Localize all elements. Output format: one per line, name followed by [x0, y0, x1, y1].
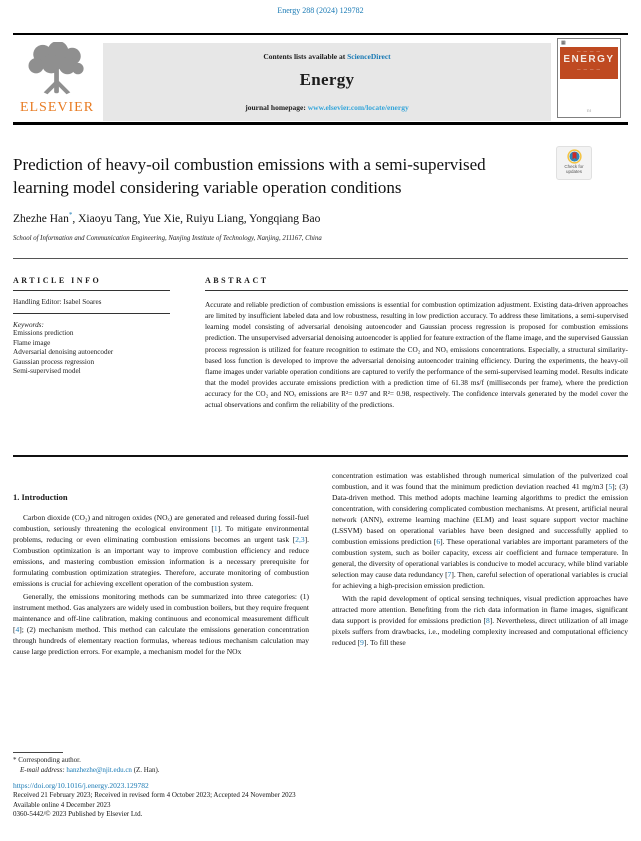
- abstract-heading: ABSTRACT: [205, 276, 269, 285]
- section-1-heading: 1. Introduction: [13, 492, 68, 502]
- body-left-column: [13, 468, 309, 657]
- keyword-item: Semi-supervised model: [13, 367, 81, 376]
- cover-footer-mark: ⌇⌇⌇: [586, 109, 592, 113]
- footnote-rule: [13, 752, 63, 753]
- available-line: Available online 4 December 2023: [13, 800, 111, 809]
- email-suffix: (Z. Han).: [131, 765, 160, 774]
- elsevier-wordmark: ELSEVIER: [19, 100, 95, 115]
- body-paragraph: concentration estimation was established through numerical simulation of the pulverized coal combustion, and it was found that the minimum prediction deviation reached 41 mg/m3 [5]; (3) Data-driven method. This method adopts machine learning algorithms to predict the emission concentration, with considering complicated combustion mechanisms. At present, artificial neural network (ANN), extreme learning machine (ELM) and least square support vector machine (LSSVM) based on operational variables have been designed and successfully applied to combustion emissions prediction [6]. These operational variables are important parameters of the combustion system, such as boiler capacity, excess air coefficient and furnace temperature. In general, the diversity of operational variables is conducive to model accuracy, while blind variable selection may cause data redundancy [7]. Then, careful selection of operational variables is crucial for achieving a high-precision emission prediction.: [332, 471, 629, 590]
- corresponding-author-note: * Corresponding author.: [13, 756, 81, 764]
- authors-rest: , Xiaoyu Tang, Yue Xie, Ruiyu Liang, Yongqiang Bao: [72, 212, 321, 225]
- body-right-column: [332, 468, 628, 657]
- journal-cover-thumbnail[interactable]: [557, 38, 621, 118]
- corresponding-author-mark[interactable]: *: [68, 211, 73, 219]
- cover-corner-mark: ▦: [561, 40, 566, 46]
- top-rule: [13, 33, 628, 35]
- article-title: Prediction of heavy-oil combustion emissions with a semi-supervised learning model considering variable operation conditions: [13, 155, 486, 197]
- check-updates-label-2: updates: [565, 169, 582, 174]
- keywords-label: Keywords:: [13, 321, 44, 329]
- journal-title: Energy: [299, 70, 355, 89]
- contents-line: Contents lists available at ScienceDirect: [263, 52, 391, 61]
- footnote-block: [13, 752, 309, 775]
- issn-line: 0360-5442/© 2023 Published by Elsevier Ltd.: [13, 810, 143, 819]
- footer-block: [13, 781, 628, 820]
- article-info-column: [13, 270, 170, 411]
- cover-editor-row: — — — —: [577, 49, 601, 53]
- abstract-column: [205, 270, 628, 411]
- body-paragraph: With the rapid development of optical sensing techniques, visual prediction approaches have attracted more attention. Benefiting from the rich data information in flame images, significant data support is provided for emissions prediction [8]. Nevertheless, direct utilization of all image pixels suffers from drawbacks, i.e., modeling complexity increased and computational efficiency reduced [9]. To fill these: [332, 594, 628, 647]
- check-updates-label-1: Check for: [564, 164, 584, 169]
- cover-banner: [560, 47, 618, 79]
- article-info-heading: ARTICLE INFO: [13, 276, 102, 285]
- elsevier-tree-icon: [21, 42, 93, 99]
- email-label: E-mail address:: [20, 765, 65, 774]
- check-for-updates-badge[interactable]: [556, 146, 592, 180]
- doi-line: [13, 781, 628, 791]
- sciencedirect-link[interactable]: ScienceDirect: [347, 52, 391, 61]
- email-line: [13, 766, 309, 776]
- abstract-rule: [205, 290, 628, 291]
- received-line: Received 21 February 2023; Received in revised form 4 October 2023; Accepted 24 November 2023: [13, 791, 296, 799]
- doi-link[interactable]: https://doi.org/10.1016/j.energy.2023.129782: [13, 781, 149, 790]
- email-link[interactable]: hanzhezhe@njit.edu.cn: [66, 765, 132, 774]
- homepage-link[interactable]: www.elsevier.com/locate/energy: [307, 103, 409, 112]
- author-first: Zhezhe Han: [13, 212, 69, 225]
- handling-editor: Handling Editor: Isabel Soares: [13, 298, 102, 306]
- info-abstract-section: [13, 270, 628, 411]
- author-line: [13, 211, 320, 225]
- masthead-bottom-rule: [13, 122, 628, 125]
- elsevier-logo: [11, 42, 103, 122]
- abstract-text: Accurate and reliable prediction of combustion emissions is essential for combustion optimization adjustment. Existing data-driven approaches are limited by insufficient labeled data and low robustness, resulting in low prediction accuracy. To address these limitations, a semi-supervised learning model consisting of adversarial denoising autoencoder and Gaussian process regression is proposed for combustion emissions prediction. The unsupervised adversarial denoising autoencoder is applied for feature extraction of the flame image, and the supervised Gaussian process regression is utilized for feature recognition to estimate the CO₂ and NOₓ emissions concentrations. Especially, a structural similarity-based loss function is developed to improve the adversarial denoising autoencoder training efficiency. During the experiments, the heavy-oil flame images under variable operation conditions are captured to verify the performance of the semi-supervised learning model. Results indicate that the model provides accurate emissions prediction with a prediction time of 61.38 ms/f (milliseconds per frame), where the prediction accuracy for the CO₂ and NOₓ emissions are R²= 0.97 and R²= 0.98, respectively. The confidence intervals generated by the model cover the actual observations and confirm the reliability of the predictions.: [205, 300, 628, 410]
- body-text: [13, 468, 628, 657]
- homepage-line: journal homepage: www.elsevier.com/locate/energy: [245, 103, 409, 112]
- keyword-item: Emissions prediction: [13, 329, 74, 337]
- keyword-item: Flame image: [13, 338, 51, 347]
- keyword-item: Gaussian process regression: [13, 357, 95, 366]
- cover-title: ENERGY: [563, 54, 615, 65]
- masthead-banner: [103, 43, 551, 121]
- cover-info-row: — — — —: [577, 67, 601, 71]
- journal-citation-line: Energy 288 (2024) 129782: [277, 6, 364, 15]
- keyword-item: Adversarial denoising autoencoder: [13, 348, 114, 357]
- body-paragraph: Generally, the emissions monitoring methods can be summarized into three categories: (1) instrument method. Gas analyzers are widely used in combustion boilers, but they require frequent maintenance and off-line calibration, making continuous and economical measurement difficult [4]; (2) mechanism method. This method can calculate the emissions generation concentration through hundreds of elementary reaction formulas, whereas tedious mechanism calculation may cause large prediction errors. For example, a mechanism model for the NOx: [13, 592, 309, 656]
- abstract-bottom-rule: [13, 455, 628, 457]
- body-paragraph: Carbon dioxide (CO₂) and nitrogen oxides (NOₓ) are generated and released during fossil-fuel combustion, seriously threatening the ecological environment [1]. To mitigate environmental problems, reducing or even eliminating combustion emissions becomes an urgent task [2,3]. Combustion optimization is an important way to improve combustion efficiency and reduce emissions, and mastering combustion emission information is a necessary prerequisite for formulating combustion optimization strategies. Therefore, accurate monitoring of combustion emissions is crucial for achieving excellent operation of the combustion system.: [13, 513, 309, 588]
- crossmark-icon: [567, 149, 582, 164]
- header-rule: [13, 258, 628, 259]
- keywords-rule: [13, 313, 170, 314]
- article-info-rule: [13, 290, 170, 291]
- affiliation: School of Information and Communication Engineering, Nanjing Institute of Technology, Nanjing, 211167, China: [13, 235, 322, 242]
- title-block: [13, 153, 538, 199]
